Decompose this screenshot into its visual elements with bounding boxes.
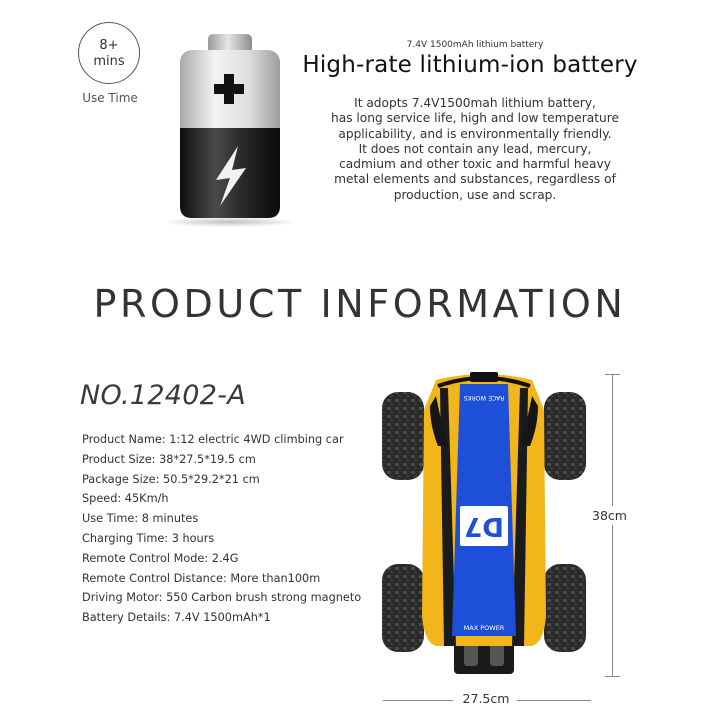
spec-battery-details: Battery Details: 7.4V 1500mAh*1: [82, 611, 271, 625]
battery-illustration: [168, 28, 292, 228]
section-title: PRODUCT INFORMATION: [93, 282, 627, 326]
model-number: NO.12402-A: [80, 380, 247, 411]
use-time-badge: [78, 22, 140, 84]
number-decal: D7: [464, 511, 504, 541]
tire-front-left: [382, 392, 424, 480]
dimension-width-line-right: [517, 700, 591, 701]
spec-driving-motor: Driving Motor: 550 Carbon brush strong magneto: [82, 591, 362, 605]
spec-product-name: Product Name: 1:12 electric 4WD climbing car: [82, 433, 344, 446]
spec-remote-mode: Remote Control Mode: 2.4G: [82, 551, 239, 565]
roof-text: RACE WORKS: [463, 394, 505, 401]
dimension-height-cap-bottom: [605, 676, 620, 677]
battery-subtitle: 7.4V 1500mAh lithium battery: [406, 40, 544, 50]
front-text: MAX POWER: [463, 624, 505, 632]
dimension-height-label: 38cm: [592, 508, 627, 523]
spec-package-size: Package Size: 50.5*29.2*21 cm: [82, 472, 260, 486]
use-time-unit: mins: [93, 53, 125, 69]
use-time-value: 8+: [99, 37, 119, 53]
tire-front-right: [544, 392, 586, 480]
spec-product-size: Product Size: 38*27.5*19.5 cm: [82, 452, 256, 466]
dimension-width-label: 27.5cm: [462, 691, 510, 706]
spec-charging-time: Charging Time: 3 hours: [82, 531, 215, 545]
specs-list: [82, 430, 392, 628]
dimension-width-line-left: [383, 700, 453, 701]
spec-speed: Speed: 45Km/h: [82, 492, 169, 506]
use-time-caption: Use Time: [82, 91, 138, 105]
tire-rear-left: [382, 564, 424, 652]
spec-remote-distance: Remote Control Distance: More than100m: [82, 571, 321, 585]
tire-rear-right: [544, 564, 586, 652]
rc-car-illustration: [378, 366, 590, 680]
battery-title: High-rate lithium-ion battery: [302, 52, 638, 78]
dimension-height-line: [612, 374, 613, 676]
battery-description: It adopts 7.4V1500mah lithium battery, has long service life, high and low temperature applicability, and is environmentally friendly. It does not contain any lead, mercury, cadmium and other toxic and harmful heavy metal elements and substances, regardless of production, use and scrap.: [331, 96, 619, 202]
spec-use-time: Use Time: 8 minutes: [82, 512, 199, 526]
